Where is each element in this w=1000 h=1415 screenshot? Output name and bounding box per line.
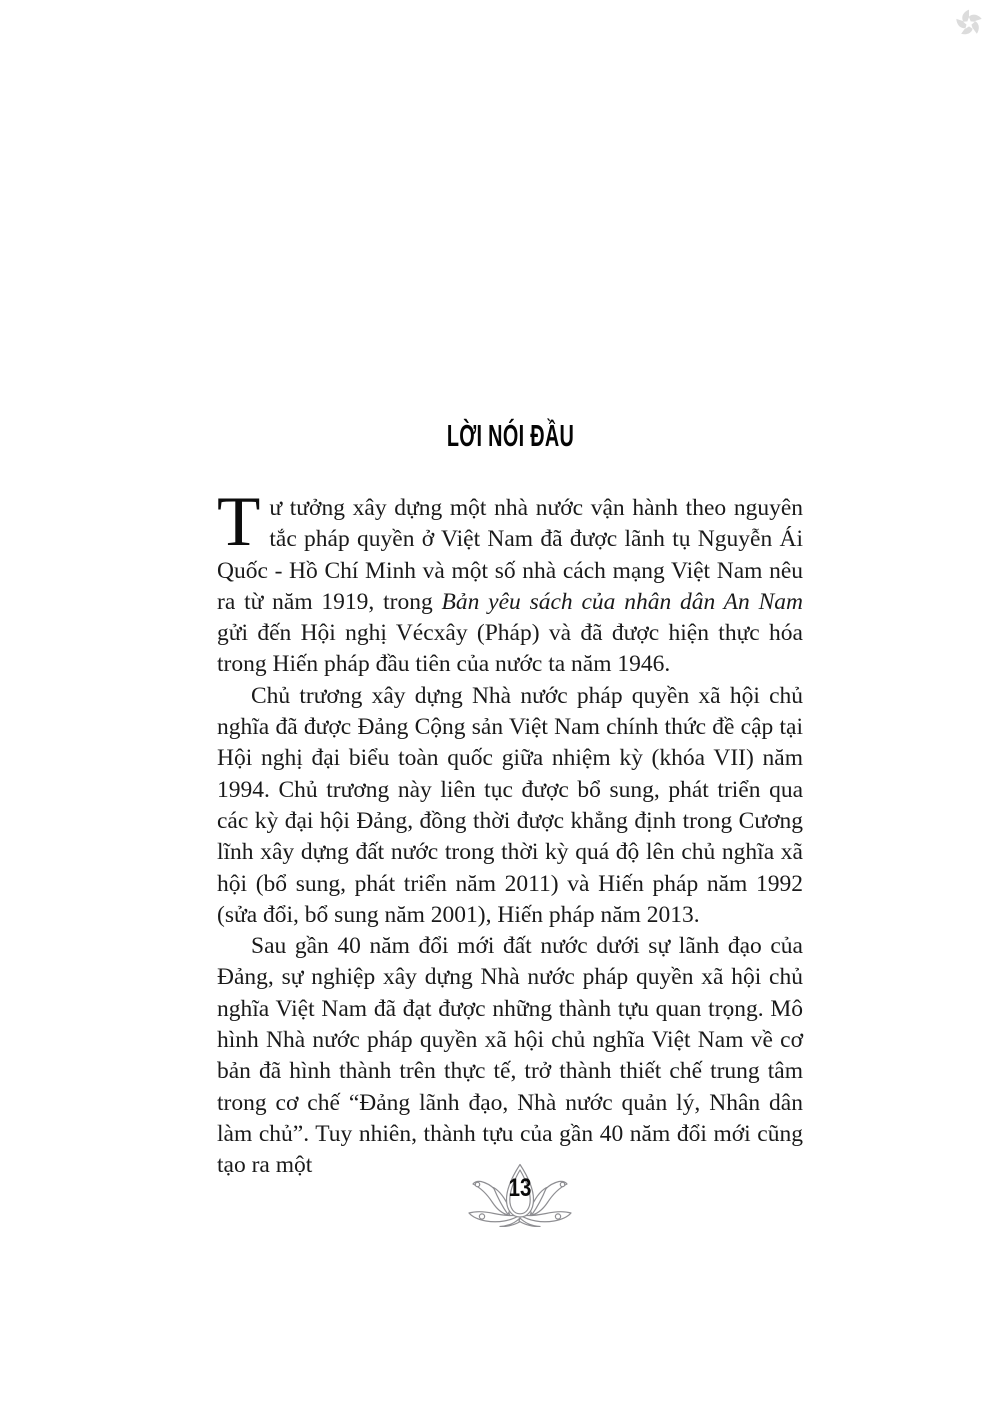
paragraph-1 xyxy=(217,483,803,681)
paragraph-2: Chủ trương xây dựng Nhà nước pháp quyền xã hội chủ nghĩa đã được Đảng Cộng sản Việt Nam chính thức đề cập tại Hội nghị đại biểu toàn quốc giữa nhiệm kỳ (khóa VII) năm 1994. Chủ trương này liên tục được bổ sung, phát triển qua các kỳ đại hội Đảng, đồng thời được khẳng định trong Cương lĩnh xây dựng đất nước trong thời kỳ quá độ lên chủ nghĩa xã hội (bổ sung, phát triển năm 2011) và Hiến pháp năm 1992 (sửa đổi, bổ sung năm 2001), Hiến pháp năm 2013. xyxy=(217,682,803,928)
page-title-text: LỜI NÓI ĐẦU xyxy=(446,417,574,453)
paragraph-1-text-end: gửi đến Hội nghị Vécxây (Pháp) và đã được hiện thực hóa trong Hiến pháp đầu tiên của nước ta năm 1946. xyxy=(217,620,803,678)
paragraph-3: Sau gần 40 năm đổi mới đất nước dưới sự lãnh đạo của Đảng, sự nghiệp xây dựng Nhà nước pháp quyền xã hội chủ nghĩa Việt Nam đã đạt được những thành tựu quan trọng. Mô hình Nhà nước pháp quyền xã hội chủ nghĩa Việt Nam về cơ bản đã hình thành trên thực tế, trở thành thiết chế trung tâm trong cơ chế “Đảng lãnh đạo, Nhà nước quản lý, Nhân dân làm chủ”. Tuy nhiên, thành tựu của gần 40 năm đổi mới cũng tạo ra một xyxy=(217,933,803,1179)
page-number: 13 xyxy=(508,1174,532,1202)
body-text xyxy=(217,483,803,1182)
paragraph-1-text: ư tưởng xây dựng một nhà nước vận hành theo nguyên tắc pháp quyền ở Việt Nam đã được lãnh tụ Nguyễn Ái Quốc - Hồ Chí Minh và một số nhà cách mạng Việt Nam nêu ra từ năm 1919, trong xyxy=(217,495,803,615)
drop-cap: T xyxy=(217,483,261,561)
lotus-ornament xyxy=(465,1163,575,1227)
paragraph-1-italic-title: Bản yêu sách của nhân dân An Nam xyxy=(441,588,803,615)
page-title xyxy=(217,419,803,453)
flower-rosette-icon xyxy=(954,8,984,38)
